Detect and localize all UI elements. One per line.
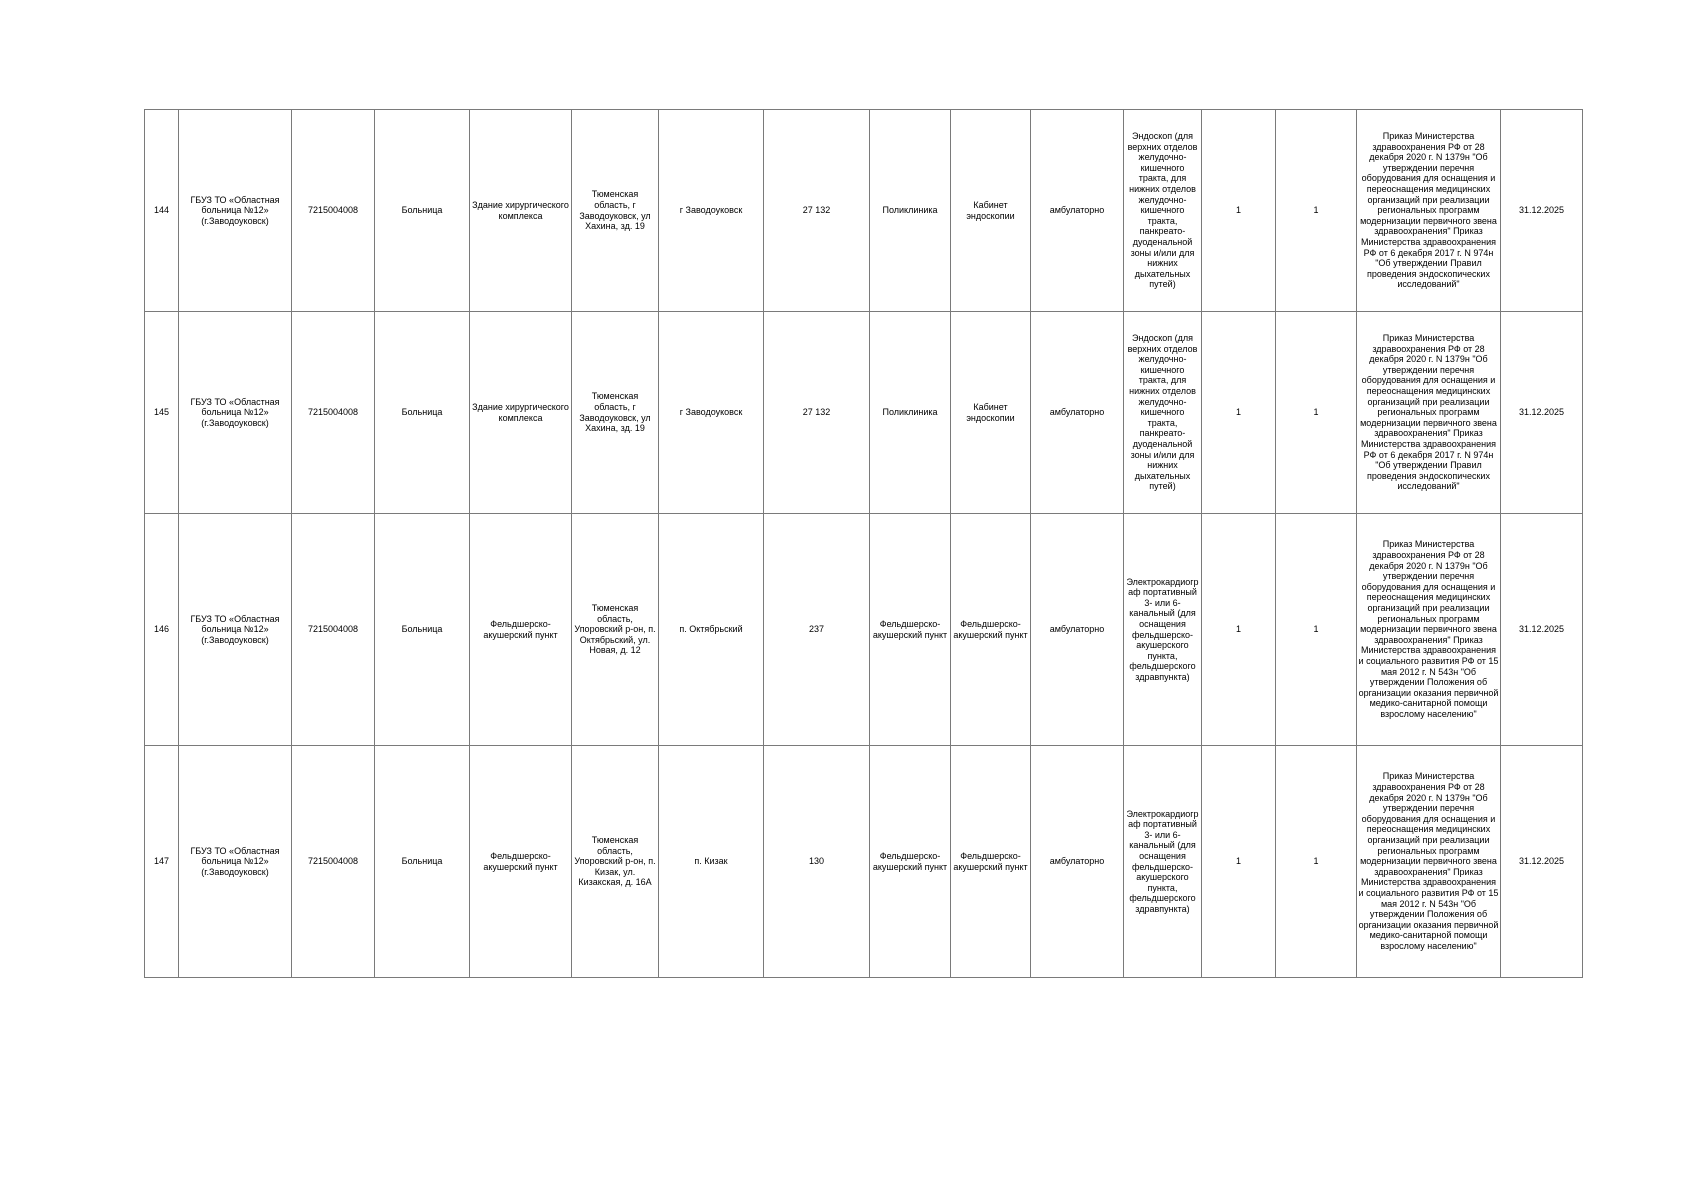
settlement-cell: г Заводоуковск [659, 312, 764, 514]
address-cell: Тюменская область, г Заводоуковск, ул Хахина, зд. 19 [572, 110, 659, 312]
legal-basis-cell: Приказ Министерства здравоохранения РФ от 28 декабря 2020 г. N 1379н "Об утверждении перечня оборудования для оснащения и переоснащения медицинских организаций при реализации региональных программ модернизации первичного звена здравоохранения" Приказ Министерства здравоохранения РФ от 6 декабря 2017 г. N 974н "Об утверждении Правил проведения эндоскопических исследований" [1357, 312, 1501, 514]
table-row [145, 514, 1583, 746]
care-mode-cell: амбулаторно [1031, 312, 1124, 514]
table-row [145, 312, 1583, 514]
room-cell: Фельдшерско-акушерский пункт [951, 514, 1031, 746]
room-cell: Кабинет эндоскопии [951, 312, 1031, 514]
settlement-cell: п. Кизак [659, 746, 764, 978]
quantity-cell: 1 [1202, 312, 1276, 514]
population-cell: 130 [764, 746, 870, 978]
organization-cell: ГБУЗ ТО «Областная больница №12» (г.Заводоуковск) [179, 312, 292, 514]
inn-cell: 7215004008 [292, 110, 375, 312]
address-cell: Тюменская область, Упоровский р-он, п. Кизак, ул. Кизакская, д. 16А [572, 746, 659, 978]
quantity-cell: 1 [1202, 514, 1276, 746]
date-cell: 31.12.2025 [1501, 110, 1583, 312]
legal-basis-cell: Приказ Министерства здравоохранения РФ от 28 декабря 2020 г. N 1379н "Об утверждении перечня оборудования для оснащения и переоснащения медицинских организаций при реализации региональных программ модернизации первичного звена здравоохранения" Приказ Министерства здравоохранения и социального развития РФ от 15 мая 2012 г. N 543н "Об утверждении Положения об организации оказания первичной медико-санитарной помощи взрослому населению" [1357, 514, 1501, 746]
inn-cell: 7215004008 [292, 746, 375, 978]
settlement-cell: п. Октябрьский [659, 514, 764, 746]
care-mode-cell: амбулаторно [1031, 746, 1124, 978]
facility-type-cell: Больница [375, 514, 470, 746]
facility-type-cell: Больница [375, 746, 470, 978]
organization-cell: ГБУЗ ТО «Областная больница №12» (г.Заводоуковск) [179, 746, 292, 978]
building-cell: Здание хирургического комплекса [470, 312, 572, 514]
settlement-cell: г Заводоуковск [659, 110, 764, 312]
room-cell: Фельдшерско-акушерский пункт [951, 746, 1031, 978]
row-number: 144 [145, 110, 179, 312]
equipment-cell: Эндоскоп (для верхних отделов желудочно-кишечного тракта, для нижних отделов желудочно-кишечного тракта, панкреато-дуоденальной зоны и/или для нижних дыхательных путей) [1124, 312, 1202, 514]
legal-basis-cell: Приказ Министерства здравоохранения РФ от 28 декабря 2020 г. N 1379н "Об утверждении перечня оборудования для оснащения и переоснащения медицинских организаций при реализации региональных программ модернизации первичного звена здравоохранения" Приказ Министерства здравоохранения РФ от 6 декабря 2017 г. N 974н "Об утверждении Правил проведения эндоскопических исследований" [1357, 110, 1501, 312]
unit-cell: Поликлиника [870, 312, 951, 514]
date-cell: 31.12.2025 [1501, 746, 1583, 978]
quantity-cell: 1 [1276, 746, 1357, 978]
facility-type-cell: Больница [375, 312, 470, 514]
row-number: 145 [145, 312, 179, 514]
quantity-cell: 1 [1276, 514, 1357, 746]
table-row [145, 746, 1583, 978]
population-cell: 237 [764, 514, 870, 746]
building-cell: Фельдшерско-акушерский пункт [470, 514, 572, 746]
care-mode-cell: амбулаторно [1031, 514, 1124, 746]
equipment-table [144, 109, 1583, 978]
population-cell: 27 132 [764, 110, 870, 312]
row-number: 146 [145, 514, 179, 746]
inn-cell: 7215004008 [292, 312, 375, 514]
table-row [145, 110, 1583, 312]
organization-cell: ГБУЗ ТО «Областная больница №12» (г.Заводоуковск) [179, 110, 292, 312]
building-cell: Здание хирургического комплекса [470, 110, 572, 312]
date-cell: 31.12.2025 [1501, 312, 1583, 514]
room-cell: Кабинет эндоскопии [951, 110, 1031, 312]
legal-basis-cell: Приказ Министерства здравоохранения РФ от 28 декабря 2020 г. N 1379н "Об утверждении перечня оборудования для оснащения и переоснащения медицинских организаций при реализации региональных программ модернизации первичного звена здравоохранения" Приказ Министерства здравоохранения и социального развития РФ от 15 мая 2012 г. N 543н "Об утверждении Положения об организации оказания первичной медико-санитарной помощи взрослому населению" [1357, 746, 1501, 978]
unit-cell: Поликлиника [870, 110, 951, 312]
inn-cell: 7215004008 [292, 514, 375, 746]
equipment-cell: Электрокардиограф портативный 3- или 6-канальный (для оснащения фельдшерско-акушерского пункта, фельдшерского здравпункта) [1124, 746, 1202, 978]
quantity-cell: 1 [1276, 312, 1357, 514]
address-cell: Тюменская область, Упоровский р-он, п. Октябрьский, ул. Новая, д. 12 [572, 514, 659, 746]
address-cell: Тюменская область, г Заводоуковск, ул Хахина, зд. 19 [572, 312, 659, 514]
date-cell: 31.12.2025 [1501, 514, 1583, 746]
quantity-cell: 1 [1202, 746, 1276, 978]
building-cell: Фельдшерско-акушерский пункт [470, 746, 572, 978]
organization-cell: ГБУЗ ТО «Областная больница №12» (г.Заводоуковск) [179, 514, 292, 746]
equipment-cell: Эндоскоп (для верхних отделов желудочно-кишечного тракта, для нижних отделов желудочно-кишечного тракта, панкреато-дуоденальной зоны и/или для нижних дыхательных путей) [1124, 110, 1202, 312]
unit-cell: Фельдшерско-акушерский пункт [870, 746, 951, 978]
equipment-cell: Электрокардиограф портативный 3- или 6-канальный (для оснащения фельдшерско-акушерского пункта, фельдшерского здравпункта) [1124, 514, 1202, 746]
quantity-cell: 1 [1276, 110, 1357, 312]
row-number: 147 [145, 746, 179, 978]
facility-type-cell: Больница [375, 110, 470, 312]
unit-cell: Фельдшерско-акушерский пункт [870, 514, 951, 746]
population-cell: 27 132 [764, 312, 870, 514]
quantity-cell: 1 [1202, 110, 1276, 312]
care-mode-cell: амбулаторно [1031, 110, 1124, 312]
